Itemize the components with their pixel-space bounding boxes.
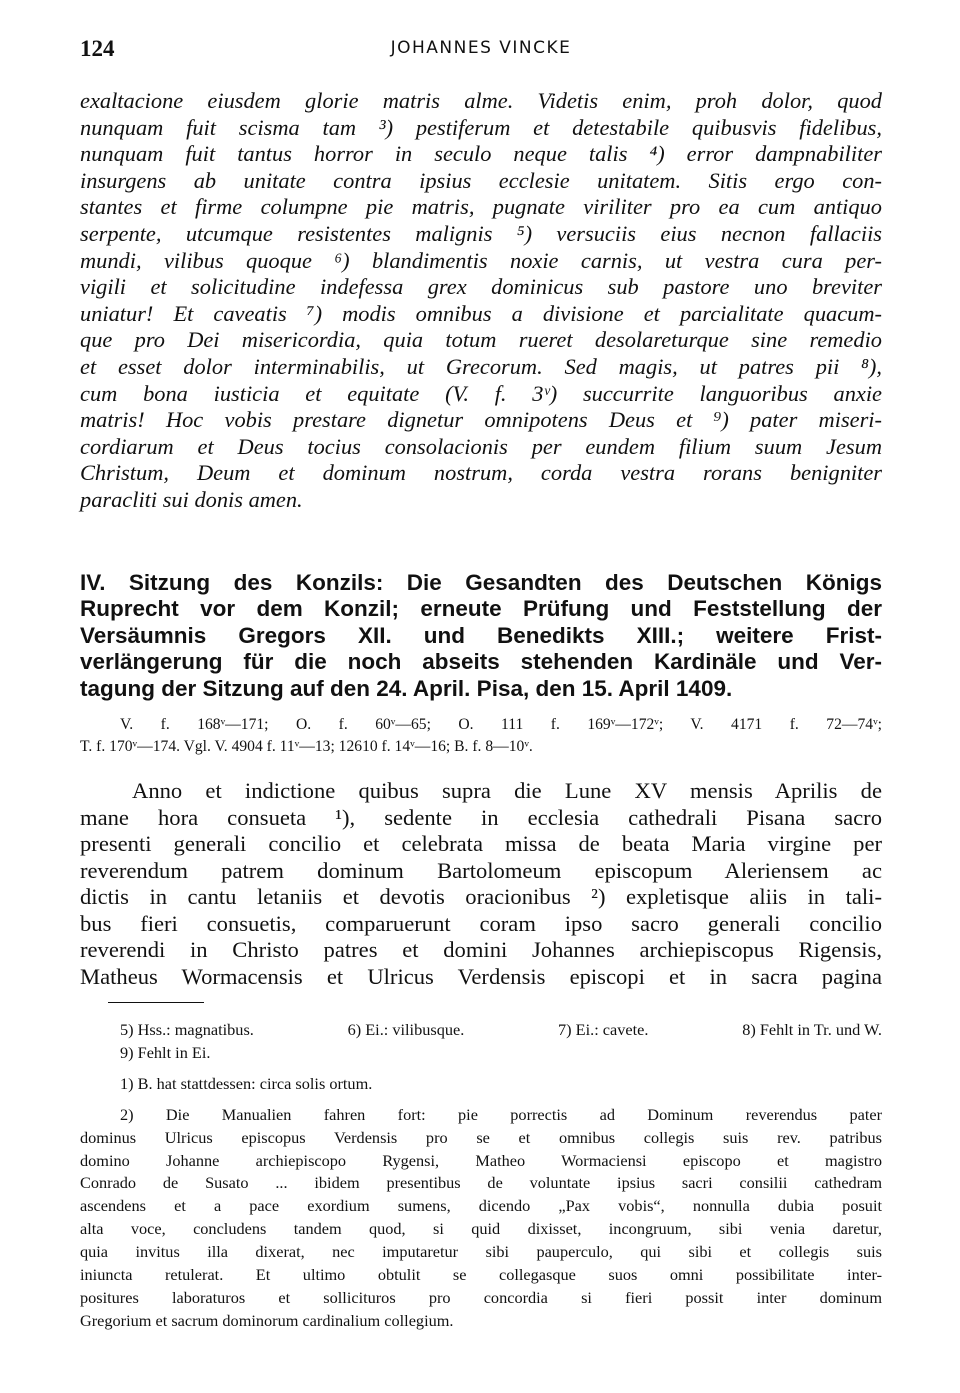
text-line: vigili et solicitudine indefessa grex dominicus sub pastore uno breviter [80, 274, 882, 300]
text-line: uniatur! Et caveatis ⁷) modis omnibus a divisione et parcialitate quacum- [80, 300, 882, 326]
heading-line: verlängerung für die noch abseits stehenden Kardinäle und Ver- [80, 649, 882, 674]
text-line: nunquam fuit scisma tam ³) pestiferum et detestabile quibusvis fidelibus, [80, 114, 882, 140]
footnote-2-line: domino Johanne archiepiscopo Rygensi, Matheo Wormaciensi episcopo et magistro [80, 1150, 882, 1170]
page-number: 124 [80, 36, 115, 61]
text-line: reverendi in Christo patres et domini Johannes archiepiscopus Rigensis, [80, 937, 882, 962]
text-line: paracliti sui donis amen. [80, 486, 303, 512]
footnote-5: 5) Hss.: magnatibus. [120, 1020, 254, 1039]
running-head: JOHANNES VINCKE [390, 38, 572, 58]
footnote-2-line: Gregorium et sacrum dominorum cardinalium collegium. [80, 1310, 454, 1330]
latin-letter-conclusion [80, 88, 882, 514]
heading-line: Versäumnis Gregors XII. und Benedikts XIII.; weitere Frist- [80, 622, 882, 648]
sources-line: V. f. 168ᵛ—171; O. f. 60ᵛ—65; O. 111 f. 169ᵛ—172ᵛ; V. 4171 f. 72—74ᵛ; [120, 716, 882, 733]
footnote-7: 7) Ei.: cavete. [558, 1020, 649, 1039]
footnote-2-line: dominus Ulricus episcopus Verdensis pro se et omnibus collegis suis rev. patribus [80, 1127, 882, 1147]
text-line: cordiarum et Deus tocius consolacionis per eundem filium suum Jesum [80, 433, 882, 459]
footnotes [80, 1019, 882, 1333]
heading-line: IV. Sitzung des Konzils: Die Gesandten des Deutschen Königs [80, 569, 882, 595]
footnote-2-line: ascendens et a pace exordium sumens, dicendo „Pax vobis“, nonnulla dubia posuit [80, 1196, 882, 1216]
text-line: exaltacione eiusdem glorie matris alme. Videtis enim, proh dolor, quod [80, 88, 882, 113]
text-line: et esset dolor interminabilis, ut Grecorum. Sed magis, ut patres pii ⁸), [80, 353, 882, 379]
footnote-1: 1) B. hat stattdessen: circa solis ortum. [120, 1073, 373, 1093]
text-line: matris! Hoc vobis prestare dignetur omnipotens Deus et ⁹) pater miseri- [80, 407, 882, 433]
footnote-8: 8) Fehlt in Tr. und W. [742, 1020, 882, 1039]
heading-line: Ruprecht vor dem Konzil; erneute Prüfung und Feststellung der [80, 596, 882, 621]
section-heading [80, 570, 882, 703]
footnote-2-line: positures laboraturos et sollicituros pro concordia si fieri possit inter dominum [80, 1287, 882, 1307]
footnote-2-line: alta voce, concludens tandem quod, si quid dixisset, incongruum, sibi venia daretur, [80, 1219, 882, 1239]
text-line: mane hora consueta ¹), sedente in ecclesia cathedrali Pisana sacro [80, 804, 882, 830]
footnote-2-line: 2) Die Manualien fahren fort: pie porrectis ad Dominum reverendus pater [120, 1104, 882, 1124]
text-line: presenti generali concilio et celebrata missa de beata Maria virgine per [80, 831, 882, 856]
text-line: stantes et firme columpne pie matris, pugnate viriliter pro ea cum antiquo [80, 194, 882, 220]
text-line: dictis in cantu letaniis et devotis oracionibus ²) expletisque aliis in tali- [80, 884, 882, 909]
footnote-6: 6) Ei.: vilibusque. [347, 1020, 465, 1039]
heading-line: tagung der Sitzung auf den 24. April. Pisa, den 15. April 1409. [80, 675, 733, 701]
text-line: mundi, vilibus quoque ⁶) blandimentis noxie carnis, ut vestra cura per- [80, 247, 882, 273]
book-page [80, 36, 882, 1333]
text-line: nunquam fuit tantus horror in seculo neque talis ⁴) error dampnabiliter [80, 141, 882, 167]
text-line: Matheus Wormacensis et Ulricus Verdensis episcopi et in sacra pagina [80, 963, 882, 989]
page-header [80, 36, 882, 76]
footnote-2-line: Conrado de Susato ... ibidem presentibus de voluntate ipsius sacri consilii cathedram [80, 1173, 882, 1193]
text-line: cum bona iusticia et equitate (V. f. 3ᵛ) succurrite languoribus anxie [80, 380, 882, 406]
text-line: bus fieri consuetis, comparuerunt coram ipso sacro generali concilio [80, 910, 882, 936]
sources-line: T. f. 170ᵛ—174. Vgl. V. 4904 f. 11ᵛ—13; 12610 f. 14ᵛ—16; B. f. 8—10ᵛ. [80, 738, 533, 755]
footnote-9: 9) Fehlt in Ei. [120, 1042, 211, 1062]
main-text [80, 778, 882, 990]
text-line: serpente, utcumque resistentes malignis ⁵) versuciis eius necnon fallaciis [80, 220, 882, 246]
text-line: insurgens ab unitate contra ipsius ecclesie unitatem. Sitis ergo con- [80, 167, 882, 193]
footnote-2-line: iniuncta retulerat. Et ultimo obtulit se collegasque suos omni possibilitate inter- [80, 1265, 882, 1285]
text-line: reverendum patrem dominum Bartolomeum episcopum Aleriensem ac [80, 857, 882, 883]
text-line: que pro Dei misericordia, quia totum rueret desolareturque sine remedio [80, 327, 882, 353]
footnote-rule [108, 1002, 204, 1003]
footnote-2-line: quia invitus illa dixerat, nec imputaretur sibi pauperculo, qui sibi et collegis suis [80, 1242, 882, 1262]
manuscript-sources [80, 714, 882, 758]
text-line: Anno et indictione quibus supra die Lune XV mensis Aprilis de [132, 778, 882, 803]
footnote-row [80, 1019, 882, 1042]
text-line: Christum, Deum et dominum nostrum, corda vestra rorans benigniter [80, 460, 882, 486]
